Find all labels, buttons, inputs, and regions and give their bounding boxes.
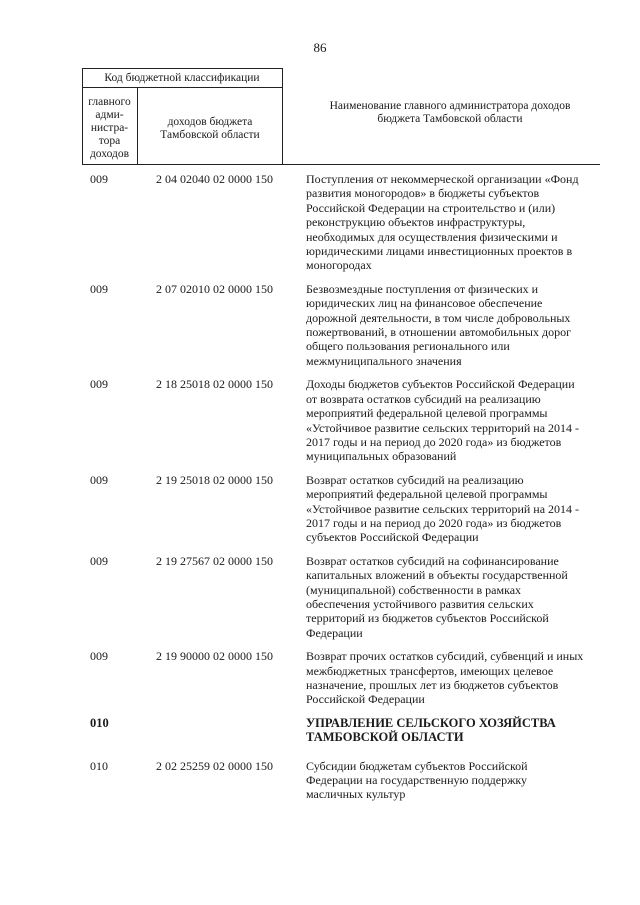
table-body [0, 172, 640, 802]
header-name-divider [282, 68, 283, 164]
table-row [0, 759, 640, 802]
income-name: Поступления от некоммерческой организации «Фонд развития моногородов» в бюджеты субъектов Российской Федерации на строительство и (или) реконструкцию объектов инфраструктуры, необходимых для осуществления физическими и юридическими лицами инвестиционных проектов в моногородах [306, 172, 579, 273]
income-code: 2 19 27567 02 0000 150 [156, 553, 273, 568]
income-code: 2 19 90000 02 0000 150 [156, 649, 273, 664]
section-row [0, 716, 640, 745]
table-header [82, 68, 600, 164]
income-code: 2 04 02040 02 0000 150 [156, 172, 273, 186]
income-name: Возврат прочих остатков субсидий, субвенций и иных межбюджетных трансфертов, имеющих целевое назначение, прошлых лет из бюджетов субъектов Российской Федерации [306, 649, 584, 707]
header-group-rule [82, 87, 282, 88]
table-row [0, 649, 640, 707]
header-group-title: Код бюджетной классификации [104, 72, 260, 84]
header-top-rule [82, 68, 282, 69]
header-bottom-rule [82, 164, 600, 165]
admin-code: 009 [90, 377, 108, 392]
section-title: УПРАВЛЕНИЕ СЕЛЬСКОГО ХОЗЯЙСТВА ТАМБОВСКОЙ ОБЛАСТИ [306, 715, 556, 745]
income-code: 2 02 25259 02 0000 150 [156, 758, 273, 773]
admin-code: 009 [90, 472, 108, 487]
income-code: 2 07 02010 02 0000 150 [156, 281, 273, 296]
admin-code: 009 [90, 172, 108, 186]
header-col-admin: главного адми- нистра- тора доходов [88, 96, 131, 160]
header-col-name: Наименование главного администратора доходов бюджета Тамбовской области [329, 100, 571, 125]
income-name: Возврат остатков субсидий на реализацию мероприятий федеральной целевой программы «Устойчивое развитие сельских территорий на 2014 - 2017 годы и на период до 2020 года» из бюджетов субъектов Российской Федерации [306, 472, 580, 545]
table-row [0, 282, 640, 368]
header-admin-divider [137, 87, 138, 164]
table-row [0, 377, 640, 463]
admin-code: 009 [90, 649, 108, 664]
income-name: Субсидии бюджетам субъектов Российской Федерации на государственную поддержку масличных культур [306, 758, 528, 802]
income-code: 2 18 25018 02 0000 150 [156, 377, 273, 392]
income-code: 2 19 25018 02 0000 150 [156, 472, 273, 487]
income-name: Возврат остатков субсидий на софинансирование капитальных вложений в объекты государственной (муниципальной) собственности в рамках обеспечения устойчивого развития сельских территорий из бюджетов субъектов Российской Федерации [306, 553, 568, 640]
table-row [0, 554, 640, 640]
admin-code: 009 [90, 281, 108, 296]
income-name: Безвозмездные поступления от физических и юридических лиц на финансовое обеспечение дорожной деятельности, в том числе добровольных пожертвований, в отношении автомобильных дорог общего пользования регионального или межмуниципального значения [306, 281, 572, 368]
income-code [138, 716, 306, 745]
header-col-income: доходов бюджета Тамбовской области [160, 116, 260, 141]
table-row [0, 172, 640, 273]
admin-code: 010 [90, 758, 108, 773]
table-row [0, 473, 640, 545]
admin-code: 010 [90, 715, 109, 730]
income-name: Доходы бюджетов субъектов Российской Федерации от возврата остатков субсидий на реализацию мероприятий федеральной целевой программы «Устойчивое развитие сельских территорий на 2014 - 2017 годы и на период до 2020 года» из бюджетов муниципальных образований [306, 377, 580, 464]
admin-code: 009 [90, 553, 108, 568]
page-number: 86 [313, 40, 327, 55]
